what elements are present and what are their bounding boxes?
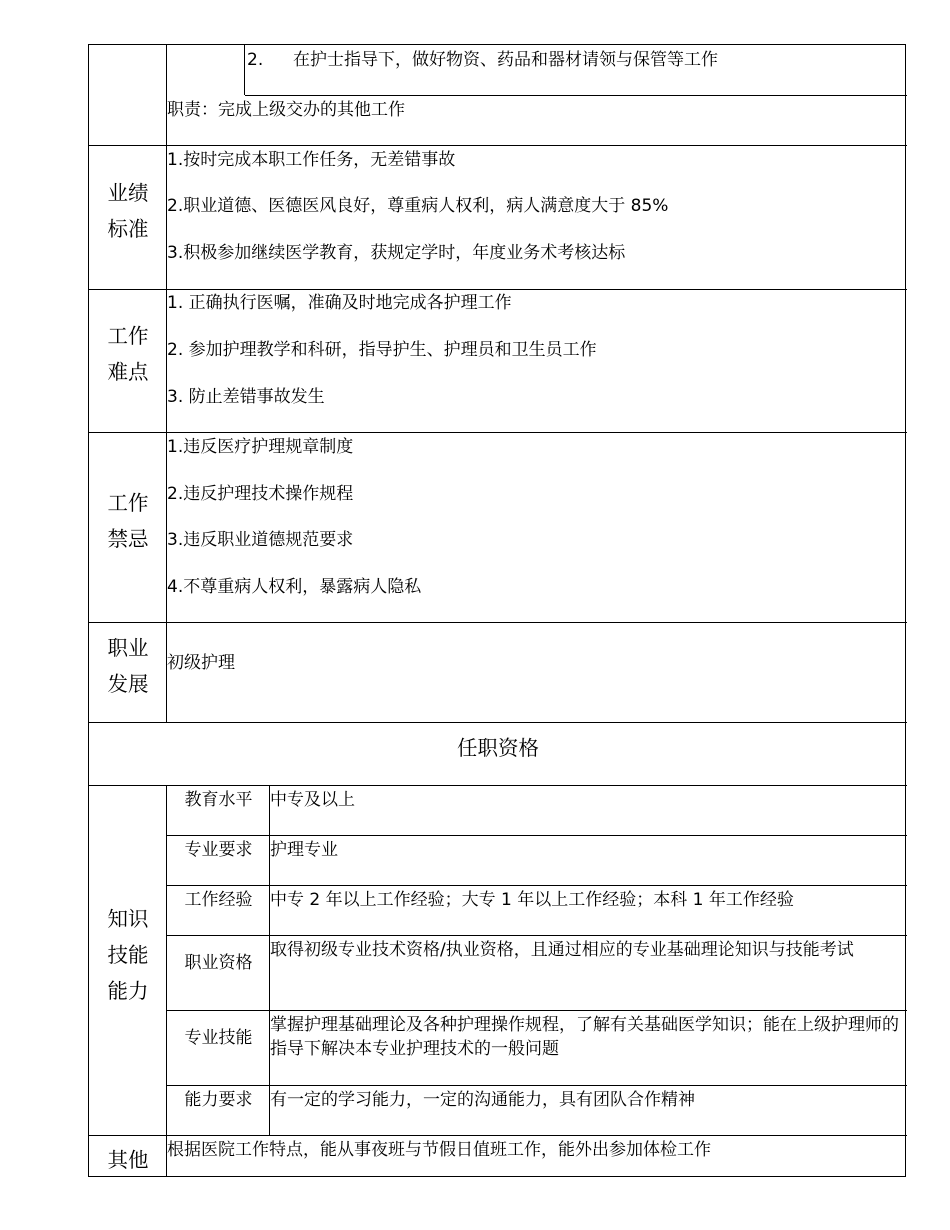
qualification-row-label: 专业技能 xyxy=(184,1028,253,1048)
column-divider xyxy=(244,45,245,95)
performance-label: 业绩 标准 xyxy=(107,181,149,241)
row-divider xyxy=(245,95,907,96)
other-label: 其他 xyxy=(107,1148,149,1172)
difficulties-label: 工作 难点 xyxy=(107,324,149,384)
qualifications-heading: 任职资格 xyxy=(457,736,539,760)
career-value: 初级护理 xyxy=(167,653,235,673)
qualification-row-value: 有一定的学习能力，一定的沟通能力，具有团队合作精神 xyxy=(270,1090,695,1110)
task-text: 在护士指导下，做好物资、药品和器材请领与保管等工作 xyxy=(293,50,718,70)
list-item: 2.违反护理技术操作规程 xyxy=(167,484,354,504)
duty-line: 职责：完成上级交办的其他工作 xyxy=(167,100,405,120)
row-divider xyxy=(89,145,907,146)
row-divider xyxy=(167,935,907,936)
row-divider xyxy=(89,289,907,290)
career-label: 职业 发展 xyxy=(107,636,149,696)
task-number: 2. xyxy=(247,50,264,70)
prohibitions-label: 工作 禁忌 xyxy=(107,491,149,551)
qualification-row-value: 掌握护理基础理论及各种护理操作规程，了解有关基础医学知识；能在上级护理师的指导下解决本专业护理技术的一般问题 xyxy=(270,1015,899,1059)
list-item: 3. 防止差错事故发生 xyxy=(167,387,325,407)
row-divider xyxy=(167,885,907,886)
list-item: 2.职业道德、医德医风良好，尊重病人权利，病人满意度大于 85% xyxy=(167,196,669,216)
row-divider xyxy=(89,432,907,433)
list-item: 3.积极参加继续医学教育，获规定学时，年度业务术考核达标 xyxy=(167,243,626,263)
other-value: 根据医院工作特点，能从事夜班与节假日值班工作，能外出参加体检工作 xyxy=(167,1140,711,1160)
qualifications-label: 知识 技能 能力 xyxy=(107,907,149,1003)
qualification-row-label: 能力要求 xyxy=(184,1090,253,1110)
row-divider xyxy=(89,1135,907,1136)
row-divider xyxy=(167,1085,907,1086)
job-description-table xyxy=(88,44,906,1177)
qualification-row-value: 护理专业 xyxy=(270,840,338,860)
qualification-row-label: 职业资格 xyxy=(184,953,253,973)
row-divider xyxy=(167,1010,907,1011)
list-item: 1.违反医疗护理规章制度 xyxy=(167,437,354,457)
qualification-row-label: 工作经验 xyxy=(184,890,253,910)
row-divider xyxy=(89,722,907,723)
qualification-row-label: 教育水平 xyxy=(184,790,253,810)
row-divider xyxy=(89,622,907,623)
qualification-row-value: 中专及以上 xyxy=(270,790,355,810)
list-item: 4.不尊重病人权利，暴露病人隐私 xyxy=(167,577,422,597)
list-item: 2. 参加护理教学和科研，指导护生、护理员和卫生员工作 xyxy=(167,340,597,360)
qualification-row-value: 中专 2 年以上工作经验；大专 1 年以上工作经验；本科 1 年工作经验 xyxy=(270,890,794,910)
qualification-row-label: 专业要求 xyxy=(184,840,253,860)
list-item: 1.按时完成本职工作任务，无差错事故 xyxy=(167,150,456,170)
row-divider xyxy=(167,835,907,836)
list-item: 1. 正确执行医嘱，准确及时地完成各护理工作 xyxy=(167,293,512,313)
list-item: 3.违反职业道德规范要求 xyxy=(167,530,354,550)
qualification-row-value: 取得初级专业技术资格/执业资格，且通过相应的专业基础理论知识与技能考试 xyxy=(270,940,854,960)
row-divider xyxy=(89,785,907,786)
